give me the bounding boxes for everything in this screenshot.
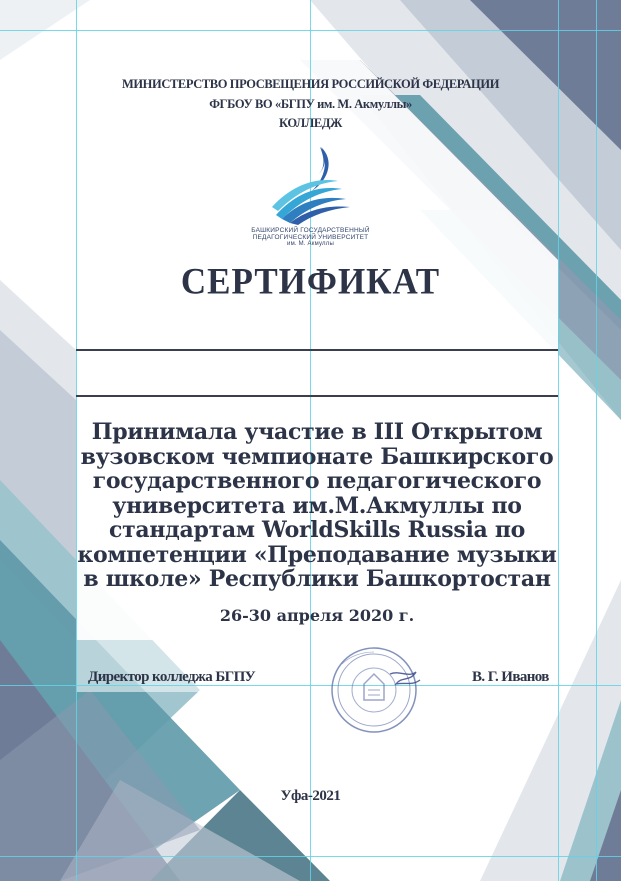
logo-text-line: им. М. Акмуллы (287, 241, 334, 247)
award-text-line: стандартам WorldSkills Russia по (108, 517, 525, 543)
college-line: КОЛЛЕДЖ (279, 116, 342, 130)
award-text-line: компетенции «Преподавание музыки (77, 541, 557, 568)
certificate-title: СЕРТИФИКАТ (180, 261, 441, 302)
bspu-wave-logo-icon (268, 145, 354, 225)
university-line: ФГБОУ ВО «БГПУ им. М. Акмуллы» (209, 97, 412, 111)
logo-text-line: ПЕДАГОГИЧЕСКИЙ УНИВЕРСИТЕТ (252, 234, 369, 241)
award-text-line: государственного педагогического (92, 468, 542, 494)
award-text-line: университета им.М.Акмуллы по (112, 492, 522, 519)
award-text-line: Принимала участие в III Открытом (91, 419, 543, 445)
round-seal-stamp-icon (330, 644, 422, 736)
ministry-line: МИНИСТЕРСТВО ПРОСВЕЩЕНИЯ РОССИЙСКОЙ ФЕДЕРАЦИИ (121, 77, 500, 91)
logo-text-line: БАШКИРСКИЙ ГОСУДАРСТВЕННЫЙ (251, 227, 370, 234)
award-text (76, 420, 558, 592)
divider (76, 395, 558, 397)
event-date: 26-30 апреля 2020 г. (219, 606, 415, 625)
award-text-line: в школе» Республики Башкортостан (83, 566, 551, 592)
city-year: Уфа-2021 (280, 788, 341, 804)
signatory-name: В. Г. Иванов (472, 669, 549, 685)
signatory-position: Директор колледжа БГПУ (88, 669, 256, 685)
divider (76, 349, 558, 351)
award-text-line: вузовском чемпионате Башкирского (80, 443, 554, 470)
